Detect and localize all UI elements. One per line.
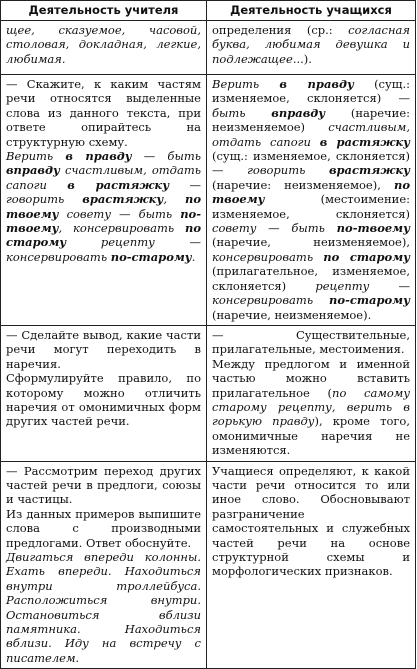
teacher-cell [1,21,207,75]
students-cell [207,325,416,461]
text-segment: врастяжку [82,192,164,207]
text-segment: (наречие: неизменяемое), [212,177,394,192]
text-segment: (наречие, неизменяемое), [212,235,410,250]
cell-paragraph [6,371,201,429]
text-segment: быть [212,105,272,120]
text-segment: (сущ.: изменяемое, склоняется) — [212,77,410,106]
text-segment: по-старому [329,293,410,308]
text-segment: вправду [6,163,60,178]
text-segment: , консервировать [58,221,185,236]
text-segment: по старому [323,249,411,264]
text-segment: по-твоему [6,206,201,236]
text-segment: по твоему [6,192,201,221]
table-row [1,461,416,669]
text-segment: (прилагательное, изменяемое, склоняется) [212,264,410,293]
cell-paragraph [6,77,201,149]
text-segment: щее, сказуемое, часовой, столовая, докладная, легкие, любимая. [6,23,201,66]
text-segment: — Существительные, прилагательные, местоимения. [212,327,410,357]
text-segment: (местоимение: изменяемое, склоняется) [212,192,410,221]
text-segment: Верить [212,77,280,91]
text-segment: в правду [279,77,354,91]
text-segment: в правду [65,149,132,164]
text-segment: по самому старому рецепту, верить в горькую правду [212,385,410,429]
teacher-cell [1,461,207,669]
table-header-row [1,1,416,21]
text-segment: Двигаться впереди колонны. Ехать впереди. Находиться внутри троллейбуса. Расположиться внутри. Остановиться вблизи памятника. Находиться вблизи. Иду на встречу с писателем. [6,550,201,665]
text-segment: по-твоему [336,221,410,236]
text-segment: врастяжку [328,163,410,178]
text-segment: — Скажите, к каким частям речи относятся выделенные слова из данного текста, при ответе опирайтесь на структурную схему. [6,77,201,149]
teacher-cell [1,325,207,461]
text-segment: (сущ.: изменяемое, склоняется) — [212,149,410,178]
text-segment: — быть [131,149,201,164]
text-segment: , [163,192,185,207]
cell-paragraph [6,464,201,507]
text-segment: счастливым, отдать сапоги [6,163,201,192]
text-segment: вправду [271,105,326,120]
students-cell [207,461,416,669]
table-row [1,75,416,326]
cell-paragraph [6,507,201,550]
text-segment: Учащиеся определяют, к какой части речи относится то или иное слово. Обосновывают разграничение самостоятельных и служебных частей речи на основе структурной схемы и морфологических признаков. [212,463,410,579]
table-row [1,325,416,461]
text-segment: (наречие, неизменяемое). [212,307,372,322]
text-segment: Верить [6,149,66,164]
cell-paragraph [6,23,201,66]
text-segment: ...). [292,51,312,66]
header-teacher: Деятельность учителя [1,1,207,21]
text-segment: . [191,249,196,264]
text-segment: ), кроме того, омонимичные наречия не изменяются. [212,414,410,458]
text-segment: определения (ср.: [212,23,349,37]
students-cell [207,21,416,75]
text-segment: — Рассмотрим переход других частей речи в предлоги, союзы и частицы. [6,463,201,507]
text-segment: совету — быть [58,206,181,221]
cell-paragraph [6,550,201,665]
text-segment: (наречие: неизменяемое) [212,105,410,135]
text-segment: говорить [247,163,329,178]
cell-paragraph [212,77,410,322]
text-segment: счастливым, отдать сапоги [212,120,410,149]
students-cell [207,75,416,326]
text-segment: — Сделайте вывод, какие части речи могут переходить в наречия. [6,327,201,371]
cell-paragraph [6,328,201,371]
cell-paragraph [212,357,410,458]
text-segment: рецепту — консервировать [212,278,410,308]
text-segment: в растяжку [319,134,410,149]
table-row [1,21,416,75]
cell-paragraph [212,464,410,579]
cell-paragraph [212,23,410,66]
text-segment: совету — быть [212,221,337,236]
text-segment: рецепту — консервировать [6,235,201,264]
text-segment: по старому [6,221,201,250]
text-segment: — говорить [6,177,201,207]
text-segment: Из данных примеров выпишите слова с производными предлогами. Ответ обоснуйте. [6,506,201,550]
cell-paragraph [212,328,410,357]
text-segment: согласная буква, любимая девушка и подлежащее [212,23,410,66]
text-segment: в растяжку [67,177,170,192]
cell-paragraph [6,149,201,264]
text-segment: Между предлогом и именной частью можно вставить прилагательное ( [212,356,410,400]
header-students: Деятельность учащихся [207,1,416,21]
text-segment: по-старому [110,249,192,264]
text-segment: Сформулируйте правило, по которому можно отличить наречия от омонимичных форм других частей речи. [6,371,201,429]
teacher-cell [1,75,207,326]
text-segment: консервировать [212,249,324,264]
text-segment: по твоему [212,177,410,207]
